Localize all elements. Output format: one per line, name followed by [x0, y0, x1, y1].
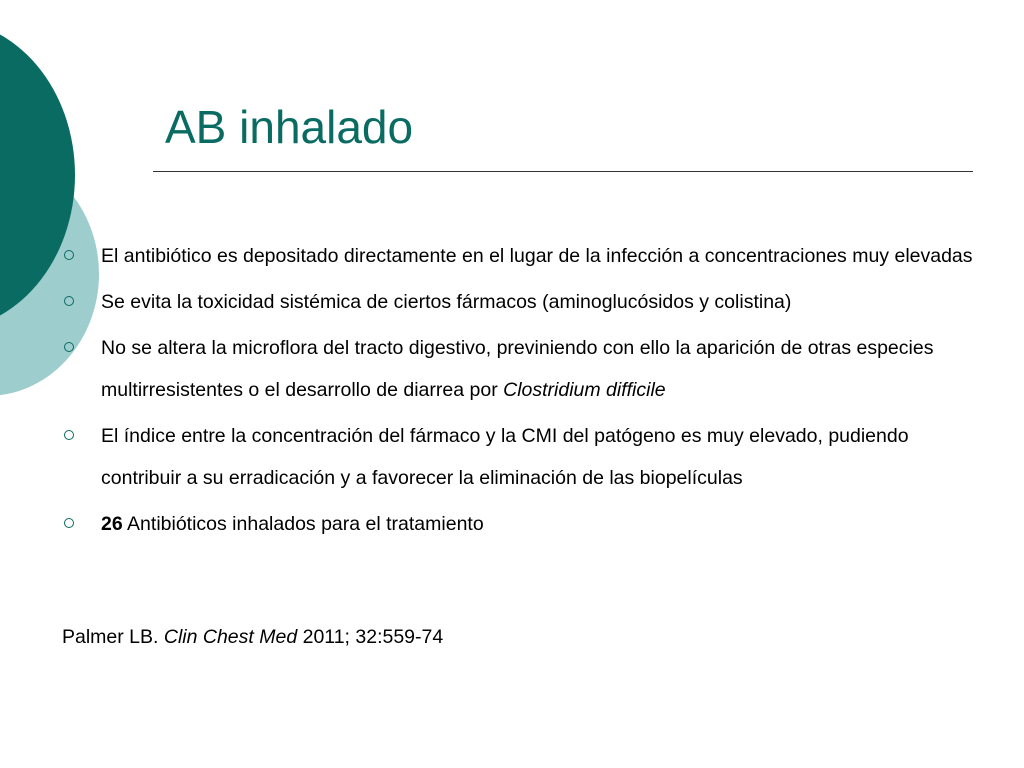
bullet-text: Antibióticos inhalados para el tratamiento: [122, 513, 484, 535]
bullet-item: [62, 235, 992, 277]
bullet-item: [62, 327, 992, 411]
bullet-item: [62, 503, 992, 545]
organism-name: Clostridium difficile: [503, 379, 666, 401]
bullet-text: No se altera la microflora del tracto digestivo, previniendo con ello la aparición de otras especies multirresistentes o el desarrollo de diarrea por: [101, 337, 934, 401]
hollow-circle-bullet-icon: [64, 250, 74, 260]
hollow-circle-bullet-icon: [64, 430, 74, 440]
citation-details: 2011; 32:559-74: [297, 626, 444, 648]
citation: [62, 617, 443, 657]
hollow-circle-bullet-icon: [64, 518, 74, 528]
bullet-text: El índice entre la concentración del fármaco y la CMI del patógeno es muy elevado, pudiendo contribuir a su erradicación y a favorecer la eliminación de las biopelículas: [101, 425, 909, 489]
title-divider: [153, 171, 973, 172]
bullet-list: [62, 235, 992, 549]
hollow-circle-bullet-icon: [64, 296, 74, 306]
reference-number: 26: [101, 513, 123, 535]
slide-title: AB inhalado: [165, 101, 414, 153]
bullet-text: El antibiótico es depositado directamente en el lugar de la infección a concentraciones muy elevadas: [101, 245, 973, 267]
citation-authors: Palmer LB.: [62, 626, 164, 648]
bullet-item: [62, 415, 992, 499]
bullet-text: Se evita la toxicidad sistémica de ciertos fármacos (aminoglucósidos y colistina): [101, 291, 792, 313]
hollow-circle-bullet-icon: [64, 342, 74, 352]
citation-journal: Clin Chest Med: [163, 626, 298, 648]
bullet-item: [62, 281, 992, 323]
